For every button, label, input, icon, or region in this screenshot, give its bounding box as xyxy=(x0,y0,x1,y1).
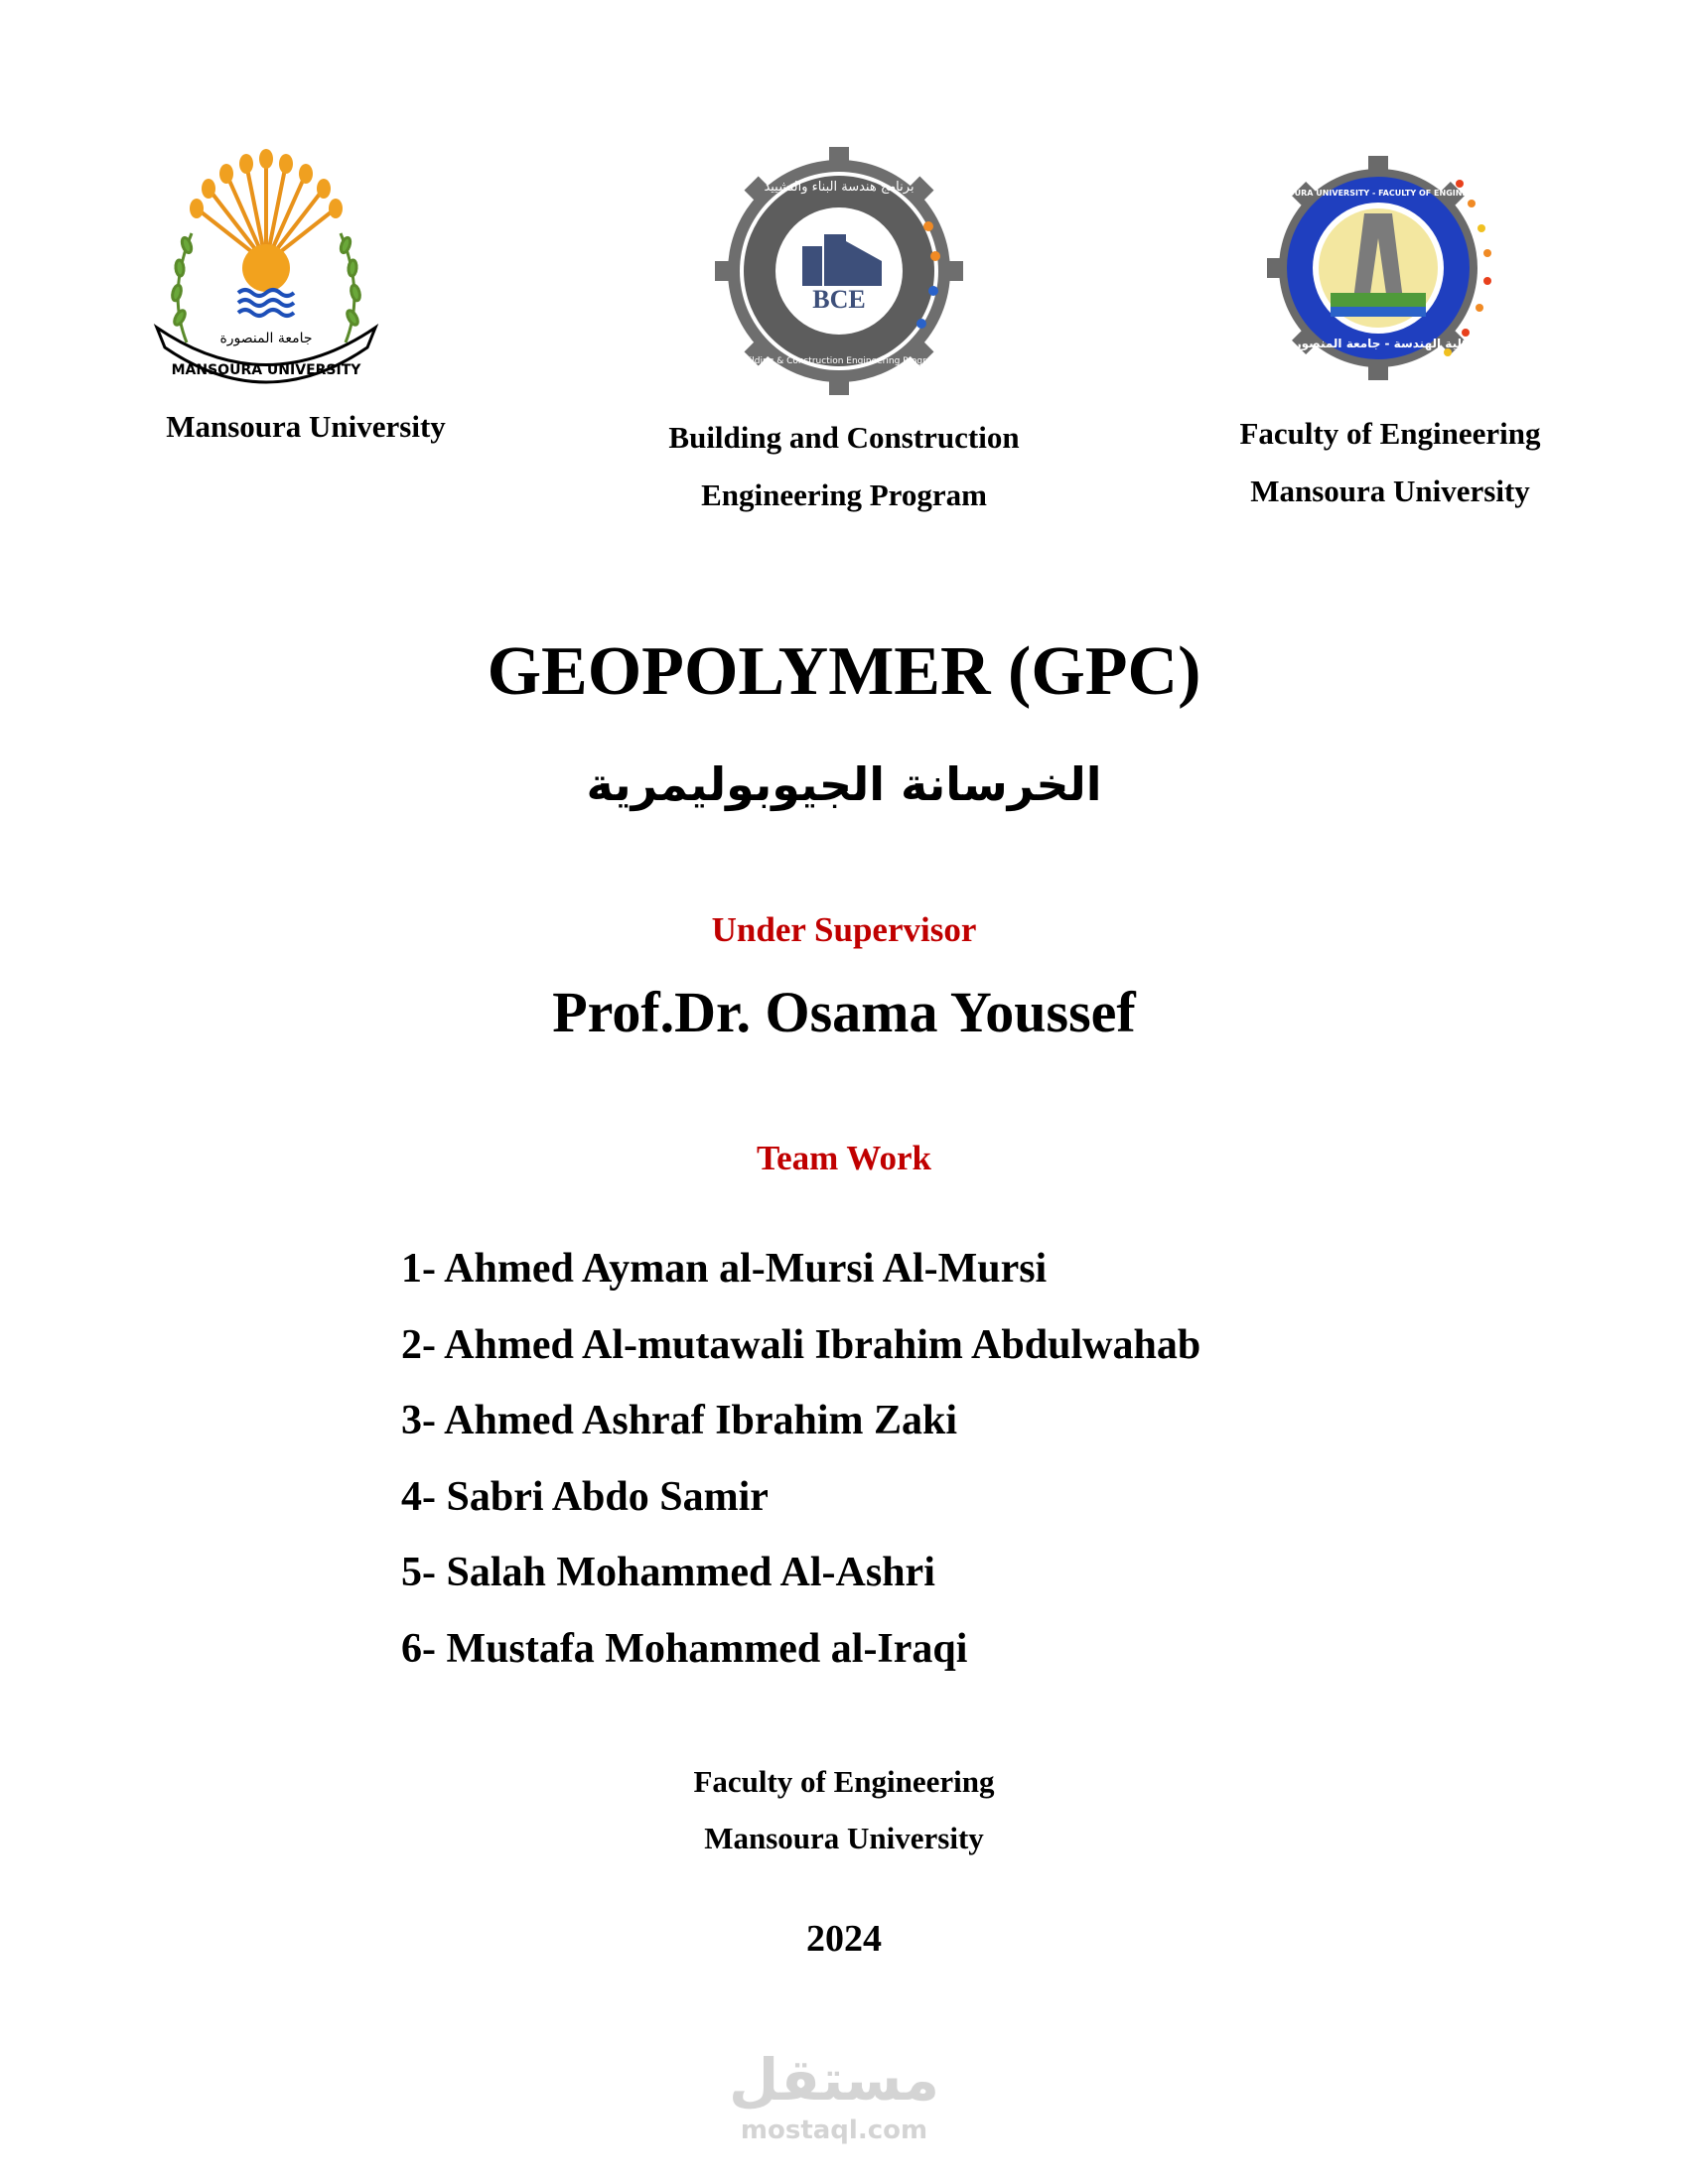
svg-text:Building & Construction Engine: Building & Construction Engineering Program xyxy=(737,356,941,366)
svg-text:برنامج هندسة البناء والتشييد: برنامج هندسة البناء والتشييد xyxy=(764,180,914,195)
supervisor-name: Prof.Dr. Osama Youssef xyxy=(552,980,1136,1044)
document-title: GEOPOLYMER (GPC) xyxy=(487,633,1201,710)
svg-text:MANSOURA UNIVERSITY: MANSOURA UNIVERSITY xyxy=(171,362,361,378)
team-member: 5- Salah Mohammed Al-Ashri xyxy=(401,1550,935,1595)
mansoura-university-logo-icon xyxy=(147,144,385,392)
supervisor-label: Under Supervisor xyxy=(711,910,977,949)
team-members-list xyxy=(401,1231,1200,1687)
caption-line: Mansoura University xyxy=(166,409,446,444)
logo-caption-mansoura xyxy=(107,407,504,447)
bce-program-logo-icon xyxy=(715,147,963,395)
footer-faculty: Faculty of Engineering xyxy=(693,1764,995,1799)
footer-year: 2024 xyxy=(806,1918,882,1960)
team-member: 1- Ahmed Ayman al-Mursi Al-Mursi xyxy=(401,1246,1048,1292)
logo-caption-bce xyxy=(645,409,1043,524)
watermark-latin: mostaql.com xyxy=(740,2116,928,2145)
caption-line: Building and Construction xyxy=(668,420,1020,455)
svg-text:جامعة المنصورة: جامعة المنصورة xyxy=(219,331,313,346)
document-title-arabic: الخرسانة الجيوبوليمرية xyxy=(586,757,1102,811)
svg-text:BCE: BCE xyxy=(812,285,866,314)
logo-caption-faculty xyxy=(1192,405,1589,520)
team-member: 2- Ahmed Al-mutawali Ibrahim Abdulwahab xyxy=(401,1321,1201,1368)
team-member: 3- Ahmed Ashraf Ibrahim Zaki xyxy=(401,1398,958,1443)
team-label: Team Work xyxy=(756,1139,931,1177)
watermark-arabic: مستقل xyxy=(728,2046,940,2114)
footer-university: Mansoura University xyxy=(704,1821,984,1855)
caption-line: Faculty of Engineering xyxy=(1239,416,1541,451)
caption-line: Mansoura University xyxy=(1250,474,1530,508)
svg-text:MANSOURA UNIVERSITY - FACULTY: MANSOURA UNIVERSITY - FACULTY OF ENGINEERING xyxy=(1261,189,1495,198)
faculty-engineering-logo-icon xyxy=(1261,144,1499,392)
mostaql-watermark xyxy=(685,2045,983,2146)
team-member: 6- Mustafa Mohammed al-Iraqi xyxy=(401,1625,968,1672)
svg-text:كلية الهندسة - جامعة المنصورة: كلية الهندسة - جامعة المنصورة xyxy=(1287,337,1470,350)
team-member: 4- Sabri Abdo Samir xyxy=(401,1473,769,1520)
caption-line: Engineering Program xyxy=(701,478,987,512)
